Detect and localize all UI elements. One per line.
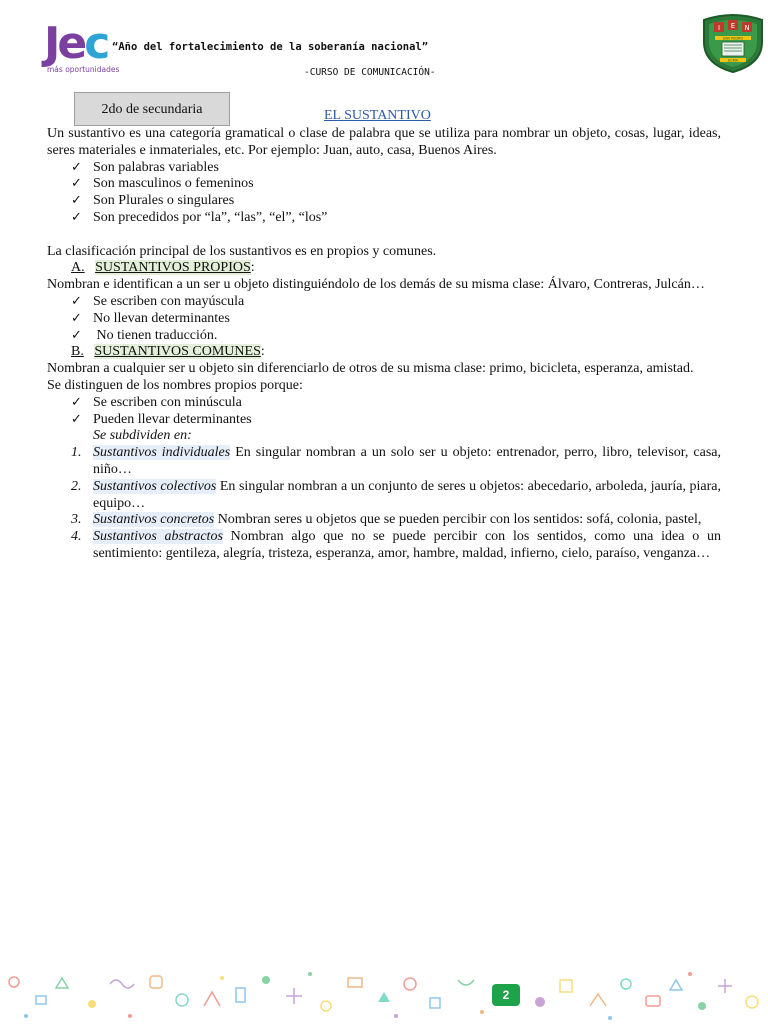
list-item: ✓ Pueden llevar determinantes <box>71 411 252 427</box>
list-item: ✓ Son precedidos por “la”, “las”, “el”, “los” <box>71 209 328 225</box>
document-body <box>47 126 721 563</box>
term-highlight: Sustantivos individuales <box>93 445 231 461</box>
check-icon: ✓ <box>71 411 82 427</box>
check-icon: ✓ <box>71 293 82 309</box>
list-item: ✓ No llevan determinantes <box>71 310 230 326</box>
list-item: 4. Sustantivos abstractos Nombran algo que no se puede percibir con los sentidos, como una idea o un sentimiento: gentileza, alegría, tristeza, esperanza, amor, hambre, maldad, infierno, cielo, paraíso, venganza… <box>71 529 722 561</box>
intro-paragraph: Un sustantivo es una categoría gramatical o clase de palabra que se utiliza para nombrar un objeto, cosas, lugar, ideas, seres materiales e inmateriales, etc. Por ejemplo: Juan, auto, casa, Buenos Aires. <box>47 126 721 158</box>
list-item: ✓ No tienen traducción. <box>71 327 218 343</box>
crest-letter: E <box>730 22 736 30</box>
footer-decoration <box>0 966 768 1024</box>
check-icon: ✓ <box>71 327 82 343</box>
subdivide-label: Se subdividen en: <box>93 428 192 444</box>
proper-list <box>47 294 721 344</box>
crest-ribbon-text: ECMA <box>727 58 739 63</box>
common-paragraph: Nombran a cualquier ser u objeto sin diferenciarlo de otros de su misma clase: primo, bicicleta, esperanza, amistad. <box>47 361 694 377</box>
proper-paragraph: Nombran e identifican a un ser u objeto distinguiéndolo de los demás de su misma clase: Álvaro, Contreras, Julcán… <box>47 277 705 293</box>
list-item: ✓ Son masculinos o femeninos <box>71 176 254 192</box>
section-heading-text: SUSTANTIVOS COMUNES <box>94 344 261 360</box>
term-highlight: Sustantivos abstractos <box>93 529 223 545</box>
term-highlight: Sustantivos concretos <box>93 512 215 528</box>
common-list <box>47 395 721 429</box>
crest-letter: I <box>717 24 721 32</box>
section-heading-common: B. SUSTANTIVOS COMUNES: <box>71 344 265 360</box>
check-icon: ✓ <box>71 159 82 175</box>
grade-label: 2do de secundaria <box>74 92 230 126</box>
section-heading-proper: A. SUSTANTIVOS PROPIOS: <box>71 260 255 276</box>
distinguish-paragraph: Se distinguen de los nombres propios porque: <box>47 377 303 393</box>
noun-types-list <box>47 445 721 563</box>
classification-paragraph: La clasificación principal de los sustantivos es en propios y comunes. <box>47 243 437 259</box>
crest-ribbon-text: SAN PEDRO <box>722 36 744 41</box>
section-heading-text: SUSTANTIVOS PROPIOS <box>95 260 251 276</box>
list-item: ✓ Son Plurales o singulares <box>71 193 235 209</box>
list-item: 1. Sustantivos individuales En singular nombran a un solo ser u objeto: entrenador, perro, libro, televisor, casa, niño… <box>71 445 721 477</box>
check-icon: ✓ <box>71 310 82 326</box>
crest-letter: N <box>744 24 750 32</box>
list-item: 2. Sustantivos colectivos En singular nombran a un conjunto de seres u objetos: abecedario, arboleda, jauría, piara, equipo… <box>71 478 721 511</box>
check-icon: ✓ <box>71 176 82 192</box>
section-letter: A. <box>71 260 85 276</box>
list-item: ✓ Son palabras variables <box>71 159 219 175</box>
list-item: ✓ Se escriben con mayúscula <box>71 293 245 309</box>
section-letter: B. <box>71 344 84 360</box>
jec-logo-tagline: más oportunidades <box>47 65 120 74</box>
jec-logo-wordmark: Jec <box>44 18 108 69</box>
list-item: ✓ Se escriben con minúscula <box>71 394 242 410</box>
course-name: -CURSO DE COMUNICACIÓN- <box>304 67 436 78</box>
check-icon: ✓ <box>71 193 82 209</box>
check-icon: ✓ <box>71 209 82 225</box>
school-crest-icon <box>698 12 768 74</box>
term-highlight: Sustantivos colectivos <box>93 478 217 494</box>
page-title: EL SUSTANTIVO <box>324 108 431 123</box>
features-list <box>47 160 721 227</box>
year-motto: “Año del fortalecimiento de la soberanía nacional” <box>112 41 429 53</box>
page-number-badge: 2 <box>492 984 520 1006</box>
list-item: 3. Sustantivos concretos Nombran seres u objetos que se pueden percibir con los sentidos: sofá, colonia, pastel, <box>71 512 702 528</box>
check-icon: ✓ <box>71 394 82 410</box>
